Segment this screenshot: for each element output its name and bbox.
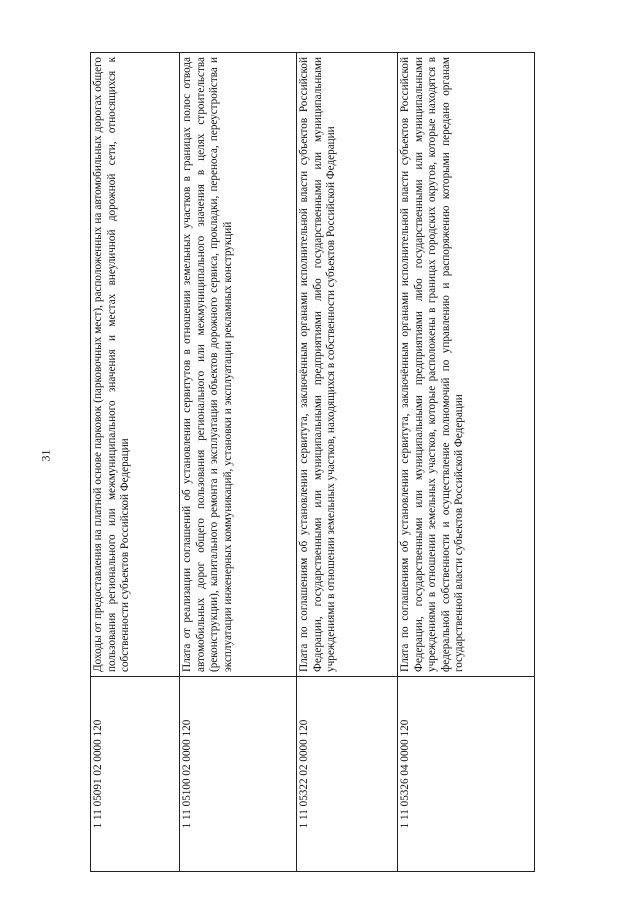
revenue-code-cell: 1 11 05091 02 0000 120 bbox=[91, 677, 180, 872]
table-row bbox=[91, 53, 180, 872]
revenue-description-cell: Доходы от предоставления на платной основе парковок (парковочных мест), расположенных на автомобильных дорогах общего пользования регионального или межмуниципального значения и местах внеуличной дорожной сети, относящихся к собственности субъектов Российской Федерации bbox=[91, 53, 180, 677]
revenue-code-cell: 1 11 05322 02 0000 120 bbox=[297, 677, 398, 872]
revenue-code-cell: 1 11 05326 04 0000 120 bbox=[398, 677, 535, 872]
revenue-description-cell: Плата по соглашениям об установлении сервитута, заключённым органами исполнительной власти субъектов Российской Федерации, государственными или муниципальными предприятиями либо государственными или муниципальными учреждениями в отношении земельных участков, которые расположены в границах городских округов, которые находятся в федеральной собственности и осуществление полномочий по управлению и распоряжению которыми передано органам государственной власти субъектов Российской Федерации bbox=[398, 53, 535, 677]
table-row bbox=[398, 53, 535, 872]
rotated-page-content bbox=[90, 52, 540, 872]
page-number: 31 bbox=[38, 449, 53, 462]
revenue-description-cell: Плата по соглашениям об установлении сервитута, заключённым органами исполнительной власти субъектов Российской Федерации, государственными или муниципальными предприятиями либо государственными или муниципальными учреждениями в отношении земельных участков, находящихся в собственности субъектов Российской Федерации bbox=[297, 53, 398, 677]
revenue-description-cell: Плата от реализации соглашений об установлении сервитутов в отношении земельных участков в границах полос отвода автомобильных дорог общего пользования регионального или межмуниципального значения в целях строительства (реконструкции), капитального ремонта и эксплуатации объектов дорожного сервиса, прокладки, переноса, переустройства и эксплуатации инженерных коммуникаций, установки и эксплуатации рекламных конструкций bbox=[180, 53, 297, 677]
table-row bbox=[180, 53, 297, 872]
revenue-codes-table bbox=[90, 52, 535, 872]
table-row bbox=[297, 53, 398, 872]
revenue-code-cell: 1 11 05100 02 0000 120 bbox=[180, 677, 297, 872]
